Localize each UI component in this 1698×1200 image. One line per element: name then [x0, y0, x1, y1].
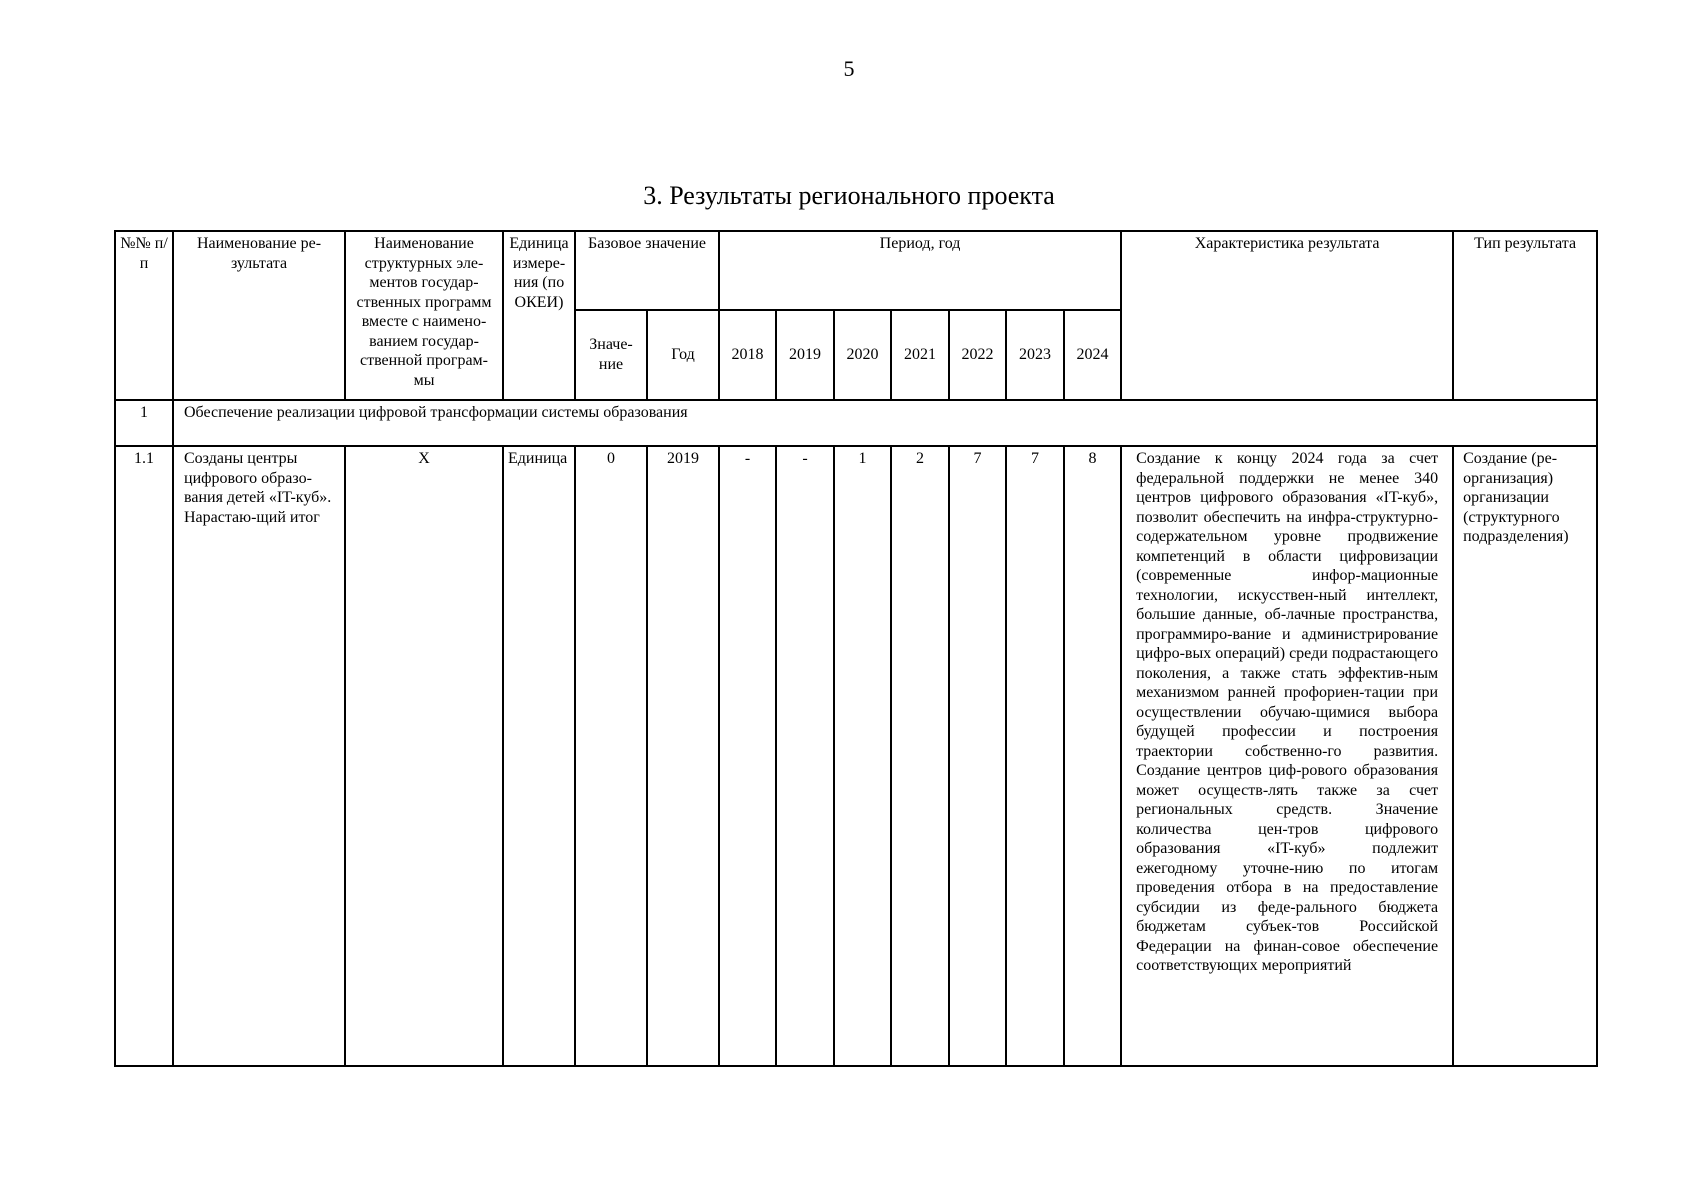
header-characteristic: Характеристика результата [1121, 231, 1453, 400]
header-year-2020: 2020 [834, 310, 891, 400]
header-structural-elements: Наименование структурных эле-ментов государ-ственных программ вместе с наимено-ванием государ-ственной програм-мы [345, 231, 503, 400]
goal-num: 1 [115, 400, 173, 446]
result-row [115, 446, 1597, 1066]
result-base-year: 2019 [647, 446, 719, 1066]
header-year-2022: 2022 [949, 310, 1006, 400]
header-period: Период, год [719, 231, 1121, 310]
header-year-2018: 2018 [719, 310, 776, 400]
result-value-2023: 7 [1006, 446, 1064, 1066]
header-year-2023: 2023 [1006, 310, 1064, 400]
header-result-name: Наименование ре-зультата [173, 231, 345, 400]
header-unit: Единица измере-ния (по ОКЕИ) [503, 231, 575, 400]
result-value-2024: 8 [1064, 446, 1121, 1066]
result-characteristic: Создание к концу 2024 года за счет федеральной поддержки не менее 340 центров цифрового образования «IT-куб», позволит обеспечить на инфра-структурно-содержательном уровне продвижение компетенций в области цифровизации (современные инфор-мационные технологии, искусствен-ный интеллект, большие данные, об-лачные пространства, программиро-вание и администрирование цифро-вых операций) среди подрастающего поколения, а также стать эффектив-ным механизмом ранней профориен-тации при осуществлении обучаю-щимися выбора будущей профессии и построения траектории собственно-го развития. Создание центров циф-рового образования может осуществ-лять также за счет региональных средств. Значение количества цен-тров цифрового образования «IT-куб» подлежит ежегодному уточне-нию по итогам проведения отбора в на предоставление субсидии из феде-рального бюджета бюджетам субъек-тов Российской Федерации на финан-совое обеспечение соответствующих мероприятий [1121, 446, 1453, 1066]
header-base-value-year: Год [647, 310, 719, 400]
result-num: 1.1 [115, 446, 173, 1066]
result-base-value: 0 [575, 446, 647, 1066]
header-base-value-value: Значе-ние [575, 310, 647, 400]
result-value-2021: 2 [891, 446, 949, 1066]
header-row-1 [115, 231, 1597, 310]
header-base-value: Базовое значение [575, 231, 719, 310]
goal-text: Обеспечение реализации цифровой трансформации системы образования [173, 400, 1597, 446]
page-number: 5 [843, 56, 855, 81]
results-table [114, 230, 1598, 1067]
result-value-2022: 7 [949, 446, 1006, 1066]
result-value-2020: 1 [834, 446, 891, 1066]
result-type: Создание (ре-организация) организации (структурного подразделения) [1453, 446, 1597, 1066]
result-unit: Единица [503, 446, 575, 1066]
header-year-2019: 2019 [776, 310, 834, 400]
result-value-2018: - [719, 446, 776, 1066]
result-structural-elements: Х [345, 446, 503, 1066]
result-value-2019: - [776, 446, 834, 1066]
section-title: 3. Результаты регионального проекта [643, 181, 1055, 210]
header-year-2024: 2024 [1064, 310, 1121, 400]
header-year-2021: 2021 [891, 310, 949, 400]
header-result-type: Тип результата [1453, 231, 1597, 400]
result-name: Созданы центры цифрового образо-вания детей «IT-куб». Нарастаю-щий итог [173, 446, 345, 1066]
goal-row [115, 400, 1597, 446]
header-num: №№ п/п [115, 231, 173, 400]
